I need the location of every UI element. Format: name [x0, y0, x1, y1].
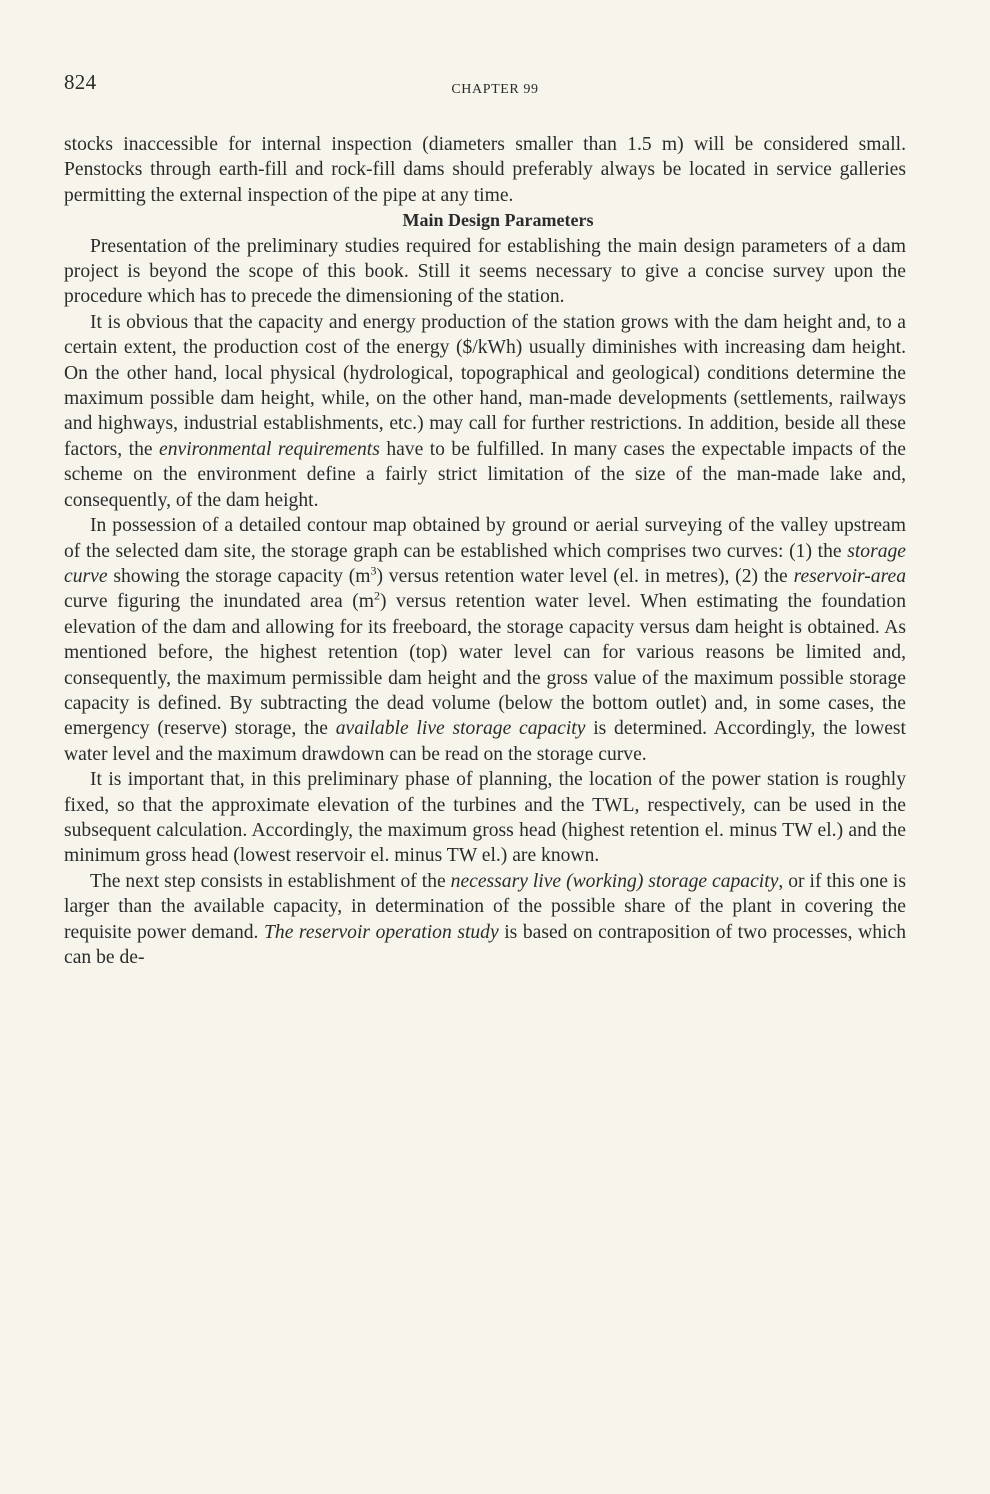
emphasis-text: environmental requirements [159, 438, 380, 460]
paragraph-text: is based on contraposition of two processes, which can be de- [64, 921, 906, 968]
body-text [64, 132, 906, 970]
paragraph-text: It is obvious that the capacity and energy production of the station grows with the dam height and, to a certain extent, the production cost of the energy ($/kWh) usually diminishes with increasing dam height. On the other hand, local physical (hydrological, topographical and geological) conditions determine the maximum possible dam height, while, on the other hand, man-made developments (settlements, railways and highways, industrial establishments, etc.) may call for further restrictions. In addition, beside all these factors, the [64, 311, 906, 460]
paragraph-text: In possession of a detailed contour map obtained by ground or aerial surveying of the valley upstream of the selected dam site, the storage graph can be established which comprises two curves: (1) the [64, 515, 906, 562]
superscript: 2 [373, 588, 380, 603]
emphasis-text: reservoir-area [793, 565, 906, 587]
emphasis-text: storage curve [64, 540, 906, 587]
page-number: 824 [64, 70, 97, 94]
emphasis-text: The reservoir operation study [264, 921, 499, 943]
paragraph-text: Presentation of the preliminary studies required for establishing the main design parameters of a dam project is beyond the scope of this book. Still it seems necessary to give a concise survey upon the procedure which has to precede the dimensioning of the station. [64, 235, 906, 308]
paragraph-continuation: stocks inaccessible for internal inspection (diameters smaller than 1.5 m) will be considered small. Penstocks through earth-fill and rock-fill dams should preferably always be located in service galleries permitting the external inspection of the pipe at any time. [64, 134, 906, 206]
emphasis-text: necessary live (working) storage capacity [450, 870, 779, 892]
emphasis-text: available live storage capacity [335, 718, 586, 740]
paragraph-text: curve figuring the inundated area (m [64, 591, 374, 613]
paragraph [64, 869, 906, 971]
running-head: CHAPTER 99 [451, 82, 539, 97]
paragraph-text: showing the storage capacity (m [107, 565, 371, 587]
superscript: 3 [370, 563, 377, 578]
paragraph [64, 234, 906, 310]
paragraph-text: , or if this one is larger than the available capacity, in determination of the possible share of the plant in covering the requisite power demand. [64, 870, 906, 943]
paragraph-text: have to be fulfilled. In many cases the expectable impacts of the scheme on the environment define a fairly strict limitation of the size of the man-made lake and, consequently, of the dam height. [64, 438, 906, 511]
paragraph-text: It is important that, in this preliminary phase of planning, the location of the power station is roughly fixed, so that the approximate elevation of the turbines and the TWL, respectively, can be used in the subsequent calculation. Accordingly, the maximum gross head (highest retention el. minus TW el.) and the minimum gross head (lowest reservoir el. minus TW el.) are known. [64, 769, 906, 867]
paragraph [64, 513, 906, 767]
paragraph-text: ) versus retention water level. When estimating the foundation elevation of the dam and allowing for its freeboard, the storage capacity versus dam height is obtained. As mentioned before, the highest retention (top) water level can for various reasons be limited and, consequently, the maximum permissible dam height and the gross value of the maximum possible storage capacity is defined. By subtracting the dead volume (below the bottom outlet) and, in some cases, the emergency (reserve) storage, the [64, 591, 906, 740]
paragraph-text: ) versus retention water level (el. in metres), (2) the [376, 565, 794, 587]
section-heading: Main Design Parameters [402, 210, 594, 231]
paragraph [64, 310, 906, 513]
paragraph [64, 767, 906, 869]
paragraph-text: is determined. Accordingly, the lowest water level and the maximum drawdown can be read on the storage curve. [64, 718, 906, 765]
paragraph-text: The next step consists in establishment of the [90, 870, 451, 892]
